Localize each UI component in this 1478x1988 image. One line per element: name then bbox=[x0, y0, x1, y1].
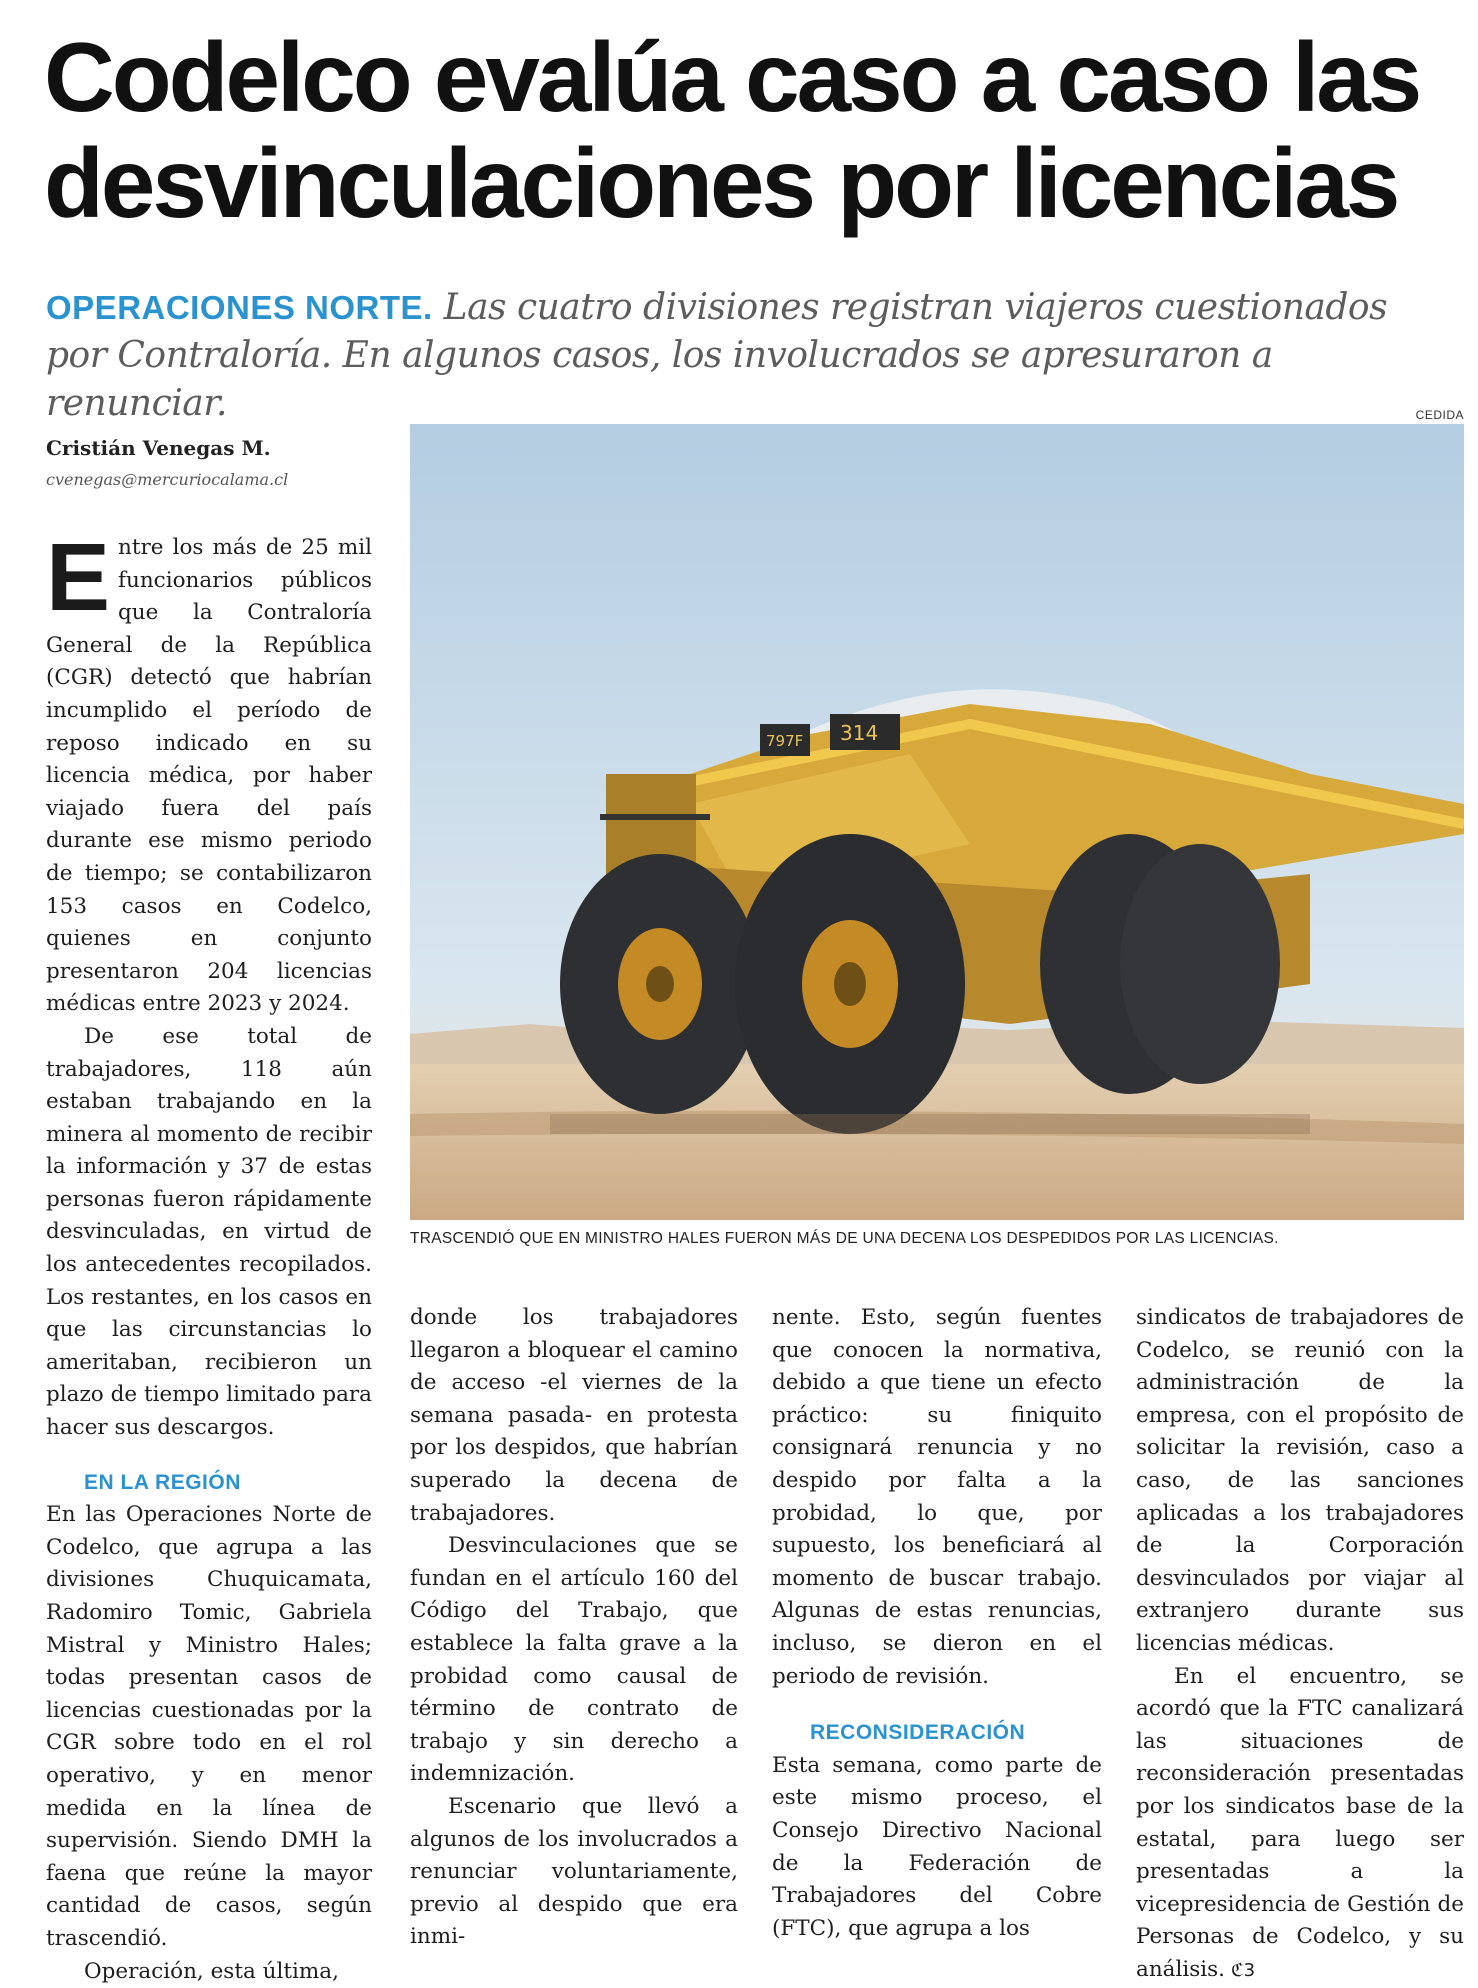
byline-email: cvenegas@mercuriocalama.cl bbox=[46, 470, 289, 489]
article-column-2 bbox=[410, 1302, 738, 1954]
cab-rail bbox=[600, 814, 710, 820]
end-mark-icon: ℭ3 bbox=[1231, 1959, 1256, 1981]
photo-caption: TRASCENDIÓ QUE EN MINISTRO HALES FUERON MÁS DE UNA DECENA LOS DESPEDIDOS POR LAS LICENCIAS. bbox=[410, 1230, 1279, 1247]
paragraph-8-text: En el encuentro, se acordó que la FTC canalizará las situaciones de reconsideración presentadas por los sindicatos base de la estatal, para luego ser presentadas a la vicepresidencia de Gestión de Personas de Codelco, y su análisis. bbox=[1136, 1663, 1464, 1982]
byline-author: Cristián Venegas M. bbox=[46, 436, 271, 460]
truck-number-label: 314 bbox=[840, 721, 879, 745]
paragraph-5: Desvinculaciones que se fundan en el artículo 160 del Código del Trabajo, que establece la falta grave a la probidad como causal de término de contrato de trabajo y sin derecho a indemnización. bbox=[410, 1533, 738, 1787]
mining-truck-illustration bbox=[410, 424, 1464, 1220]
paragraph-6-end: nente. Esto, según fuentes que conocen la normativa, debido a que tiene un efecto práctico: su finiquito consignará renuncia y no despido por falta a la probidad, lo que, por supuesto, los beneficiará al momento de buscar trabajo. Algunas de estas renuncias, incluso, se dieron en el periodo de revisión. bbox=[772, 1305, 1102, 1689]
truck-model-label: 797F bbox=[766, 732, 804, 750]
article-column-3 bbox=[772, 1302, 1102, 1945]
deck-text: Las cuatro divisiones registran viajeros cuestionados por Contraloría. En algunos casos, los involucrados se apresuraron a renunciar. bbox=[46, 287, 1388, 424]
wheel-shadow bbox=[550, 1114, 1310, 1134]
paragraph-2: De ese total de trabajadores, 118 aún estaban trabajando en la minera al momento de recibir la información y 37 de estas personas fueron rápidamente desvinculadas, en virtud de los antecedentes recopilados. Los restantes, en los casos en que las circunstancias lo ameritaban, recibieron un plazo de tiempo limitado para hacer sus descargos. bbox=[46, 1023, 372, 1441]
deck bbox=[46, 284, 1446, 428]
paragraph-7-start: Esta semana, como parte de este mismo proceso, el Consejo Directivo Nacional de la Federación de Trabajadores del Cobre (FTC), que agrupa a los bbox=[772, 1752, 1102, 1941]
front-wheel bbox=[560, 854, 760, 1114]
deck-kicker: OPERACIONES NORTE. bbox=[46, 289, 433, 326]
paragraph-3: En las Operaciones Norte de Codelco, que agrupa a las divisiones Chuquicamata, Radomiro Tomic, Gabriela Mistral y Ministro Hales; todas presentan casos de licencias cuestionadas por la CGR sobre todo en el rol operativo, y en menor medida en la línea de supervisión. Siendo DMH la faena que reúne la mayor cantidad de casos, según trascendió. bbox=[46, 1502, 372, 1951]
paragraph-4-start: Operación, esta última, bbox=[84, 1958, 339, 1984]
drop-cap: E bbox=[46, 524, 111, 631]
rear-wheel-left bbox=[735, 834, 965, 1134]
article-column-4 bbox=[1136, 1302, 1464, 1987]
paragraph-1 bbox=[46, 524, 372, 1021]
photo-credit: CEDIDA bbox=[1415, 408, 1464, 422]
paragraph-7-end: sindicatos de trabajadores de Codelco, se reunió con la administración de la empresa, con el propósito de solicitar la revisión, caso a caso, de las sanciones aplicadas a los trabajadores de la Corporación desvinculados por viajar al extranjero durante sus licencias médicas. bbox=[1136, 1305, 1464, 1656]
paragraph-1-text: ntre los más de 25 mil funcionarios públicos que la Contraloría General de la República (CGR) detectó que habrían incumplido el período de reposo indicado en su licencia médica, por haber viajado fuera del país durante ese mismo periodo de tiempo; se contabilizaron 153 casos en Codelco, quienes en conjunto presentaron 204 licencias médicas entre 2023 y 2024. bbox=[46, 535, 372, 1017]
headline: Codelco evalúa caso a caso las desvinculaciones por licencias bbox=[44, 22, 1420, 238]
ground bbox=[410, 1064, 1464, 1220]
subhead-reconsideracion: RECONSIDERACIÓN bbox=[810, 1721, 1026, 1745]
paragraph-4-end: donde los trabajadores llegaron a bloquear el camino de acceso -el viernes de la semana pasada- en protesta por los despidos, que habrían superado la decena de trabajadores. bbox=[410, 1305, 738, 1526]
article-column-1 bbox=[46, 524, 372, 1988]
rear-wheel-right bbox=[1040, 834, 1280, 1094]
paragraph-8 bbox=[1136, 1661, 1464, 1988]
paragraph-6-start: Escenario que llevó a algunos de los involucrados a renunciar voluntariamente, previo al despido que era inmi- bbox=[410, 1793, 738, 1950]
mining-truck-photo bbox=[410, 424, 1464, 1220]
subhead-en-la-region: EN LA REGIÓN bbox=[84, 1470, 241, 1494]
